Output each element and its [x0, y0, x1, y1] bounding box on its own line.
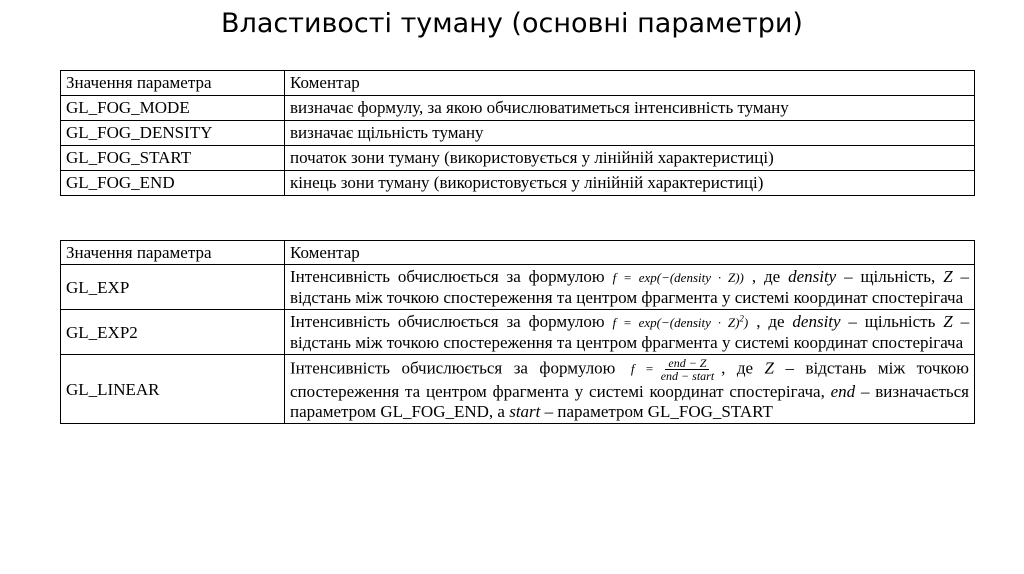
- param-cell: GL_FOG_START: [61, 146, 285, 171]
- formula-close: ): [743, 315, 749, 330]
- text: , де: [756, 312, 785, 331]
- table-row: [61, 265, 975, 310]
- header-comment: Коментар: [285, 241, 975, 265]
- var-z: Z: [764, 358, 775, 378]
- formula-exponent: 2: [739, 313, 744, 324]
- header-param: Значення параметра: [61, 71, 285, 96]
- text: – відстань між точкою спостереження та центром фрагмента у системі координат спостерігача: [290, 312, 970, 352]
- slide-title: Властивості туману (основні параметри): [221, 8, 803, 39]
- formula-exp2: [605, 315, 757, 330]
- lead-text: Інтенсивність обчислюється за формулою: [290, 358, 616, 378]
- text: – визначається параметром GL_FOG_END, а: [290, 382, 970, 421]
- lead-text: Інтенсивність обчислюється за формулою: [290, 312, 605, 331]
- fraction-numerator: end − Z: [665, 357, 709, 370]
- formula-fraction: [658, 357, 717, 382]
- text: – щільність: [848, 312, 936, 331]
- table-header-row: [61, 71, 975, 96]
- param-cell: GL_FOG_DENSITY: [61, 121, 285, 146]
- text: – відстань між точкою спостереження та центром фрагмента у системі координат спостерігача: [290, 267, 970, 307]
- table-row: [61, 171, 975, 196]
- text: – відстань між точкою спостереження та центром фрагмента у системі координат спостерігача,: [290, 358, 970, 401]
- param-cell: GL_EXP2: [61, 310, 285, 355]
- fog-mode-table: [60, 240, 975, 424]
- param-cell: GL_EXP: [61, 265, 285, 310]
- var-density: density: [792, 312, 841, 331]
- table-header-row: [61, 241, 975, 265]
- comment-cell: визначає щільність туману: [285, 121, 975, 146]
- formula-exp: f = exp(−(density · Z)): [612, 270, 744, 285]
- table-row: [61, 96, 975, 121]
- formula-base: f = exp(−(density · Z): [612, 315, 740, 330]
- table-row: [61, 121, 975, 146]
- comment-cell: початок зони туману (використовується у лінійній характеристиці): [285, 146, 975, 171]
- param-cell: GL_LINEAR: [61, 355, 285, 424]
- comment-cell: визначає формулу, за якою обчислюватиметься інтенсивність туману: [285, 96, 975, 121]
- table-row: [61, 355, 975, 424]
- var-z: Z: [943, 267, 953, 286]
- comment-cell: [285, 355, 975, 424]
- table-row: [61, 310, 975, 355]
- text: , де: [721, 358, 754, 378]
- param-cell: GL_FOG_END: [61, 171, 285, 196]
- text: – щільність,: [844, 267, 936, 286]
- header-comment: Коментар: [285, 71, 975, 96]
- text: – параметром GL_FOG_START: [544, 402, 773, 421]
- comment-cell: [285, 265, 975, 310]
- param-cell: GL_FOG_MODE: [61, 96, 285, 121]
- var-end: end: [830, 382, 856, 401]
- fog-parameters-table: [60, 70, 975, 196]
- comment-cell: кінець зони туману (використовується у лінійній характеристиці): [285, 171, 975, 196]
- var-z: Z: [943, 312, 953, 331]
- fraction-denominator: end − start: [660, 369, 715, 383]
- lead-text: Інтенсивність обчислюється за формулою: [290, 267, 605, 286]
- comment-cell: [285, 310, 975, 355]
- formula-lhs: f =: [630, 361, 654, 377]
- text: , де: [751, 267, 781, 286]
- header-param: Значення параметра: [61, 241, 285, 265]
- table-row: [61, 146, 975, 171]
- var-start: start: [509, 402, 541, 421]
- var-density: density: [788, 267, 837, 286]
